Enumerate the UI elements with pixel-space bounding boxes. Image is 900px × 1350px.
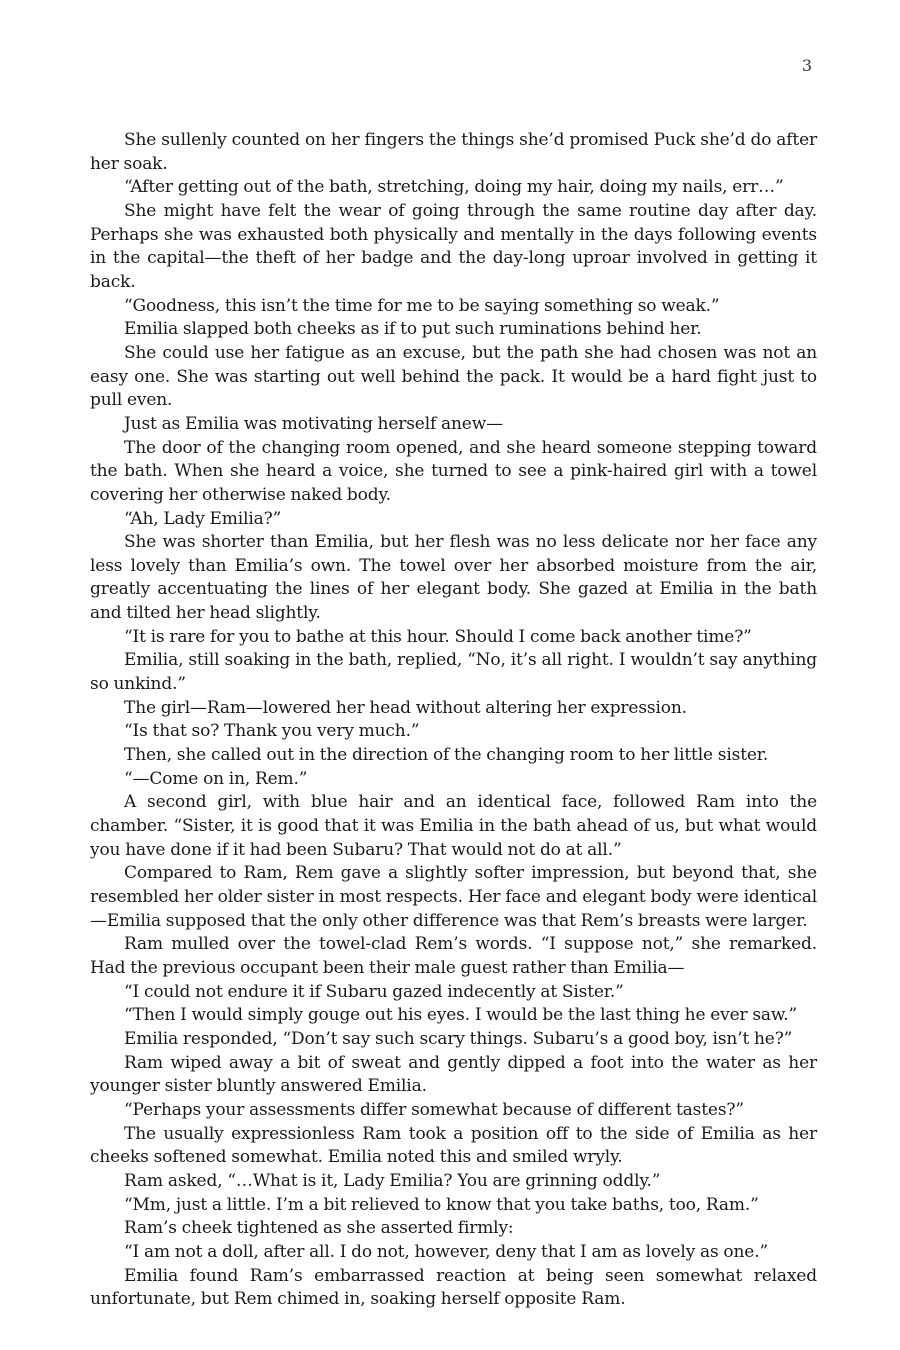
paragraph: Then, she called out in the direction of the changing room to her little sister.	[124, 745, 769, 766]
body-text	[90, 129, 817, 1312]
paragraph: “Goodness, this isn’t the time for me to be saying something so weak.”	[124, 295, 720, 316]
paragraph: “I could not endure it if Subaru gazed indecently at Sister.”	[124, 981, 624, 1002]
paragraph: “After getting out of the bath, stretching, doing my hair, doing my nails, err…”	[124, 177, 784, 198]
paragraph: She was shorter than Emilia, but her flesh was no less delicate nor her face any less lovely than Emilia’s own. The towel over her absorbed moisture from the air, greatly accentuating the lines of her elegant body. She gazed at Emilia in the bath and tilted her head slightly.	[90, 532, 817, 624]
paragraph: “Mm, just a little. I’m a bit relieved to know that you take baths, too, Ram.”	[124, 1194, 759, 1215]
paragraph: She could use her fatigue as an excuse, but the path she had chosen was not an easy one. She was starting out well behind the pack. It would be a hard fight just to pull even.	[90, 342, 817, 411]
paragraph: She might have felt the wear of going through the same routine day after day. Perhaps she was exhausted both physically and mentally in the days following events in the capital—the theft of her badge and the day-long uproar involved in getting it back.	[90, 200, 817, 292]
paragraph: Emilia responded, “Don’t say such scary things. Subaru’s a good boy, isn’t he?”	[124, 1028, 793, 1049]
paragraph: “Then I would simply gouge out his eyes. I would be the last thing he ever saw.”	[124, 1005, 798, 1026]
paragraph: Ram’s cheek tightened as she asserted firmly:	[124, 1218, 514, 1239]
paragraph: “Is that so? Thank you very much.”	[124, 721, 420, 742]
paragraph: “I am not a doll, after all. I do not, however, deny that I am as lovely as one.”	[124, 1241, 769, 1262]
paragraph: Emilia slapped both cheeks as if to put such ruminations behind her.	[124, 319, 702, 340]
paragraph: Emilia found Ram’s embarrassed reaction at being seen somewhat relaxed unfortunate, but Rem chimed in, soaking herself opposite Ram.	[90, 1265, 817, 1310]
paragraph: Emilia, still soaking in the bath, replied, “No, it’s all right. I wouldn’t say anything so unkind.”	[90, 650, 817, 695]
paragraph: The door of the changing room opened, and she heard someone stepping toward the bath. When she heard a voice, she turned to see a pink-haired girl with a towel covering her otherwise naked body.	[90, 437, 817, 505]
paragraph: Compared to Ram, Rem gave a slightly softer impression, but beyond that, she resembled her older sister in most respects. Her face and elegant body were identical—Emilia supposed that the only other difference was that Rem’s breasts were larger.	[90, 863, 817, 931]
paragraph: Ram wiped away a bit of sweat and gently dipped a foot into the water as her younger sister bluntly answered Emilia.	[90, 1052, 817, 1097]
paragraph: “It is rare for you to bathe at this hour. Should I come back another time?”	[124, 626, 752, 647]
paragraph: A second girl, with blue hair and an identical face, followed Ram into the chamber. “Sister, it is good that it was Emilia in the bath ahead of us, but what would you have done if it had been Subaru? That would not do at all.”	[90, 792, 817, 860]
paragraph: The girl—Ram—lowered her head without altering her expression.	[124, 697, 687, 718]
paragraph: Ram asked, “…What is it, Lady Emilia? You are grinning oddly.”	[124, 1170, 661, 1191]
page-number: 3	[801, 56, 812, 75]
paragraph: Just as Emilia was motivating herself anew—	[124, 413, 503, 434]
paragraph: “—Come on in, Rem.”	[124, 768, 308, 789]
paragraph: Ram mulled over the towel-clad Rem’s words. “I suppose not,” she remarked. Had the previous occupant been their male guest rather than Emilia—	[90, 934, 817, 978]
paragraph: She sullenly counted on her fingers the things she’d promised Puck she’d do after her soak.	[90, 130, 817, 174]
paragraph: The usually expressionless Ram took a position off to the side of Emilia as her cheeks softened somewhat. Emilia noted this and smiled wryly.	[90, 1123, 817, 1168]
paragraph: “Perhaps your assessments differ somewhat because of different tastes?”	[124, 1099, 744, 1120]
paragraph: “Ah, Lady Emilia?”	[124, 508, 282, 529]
